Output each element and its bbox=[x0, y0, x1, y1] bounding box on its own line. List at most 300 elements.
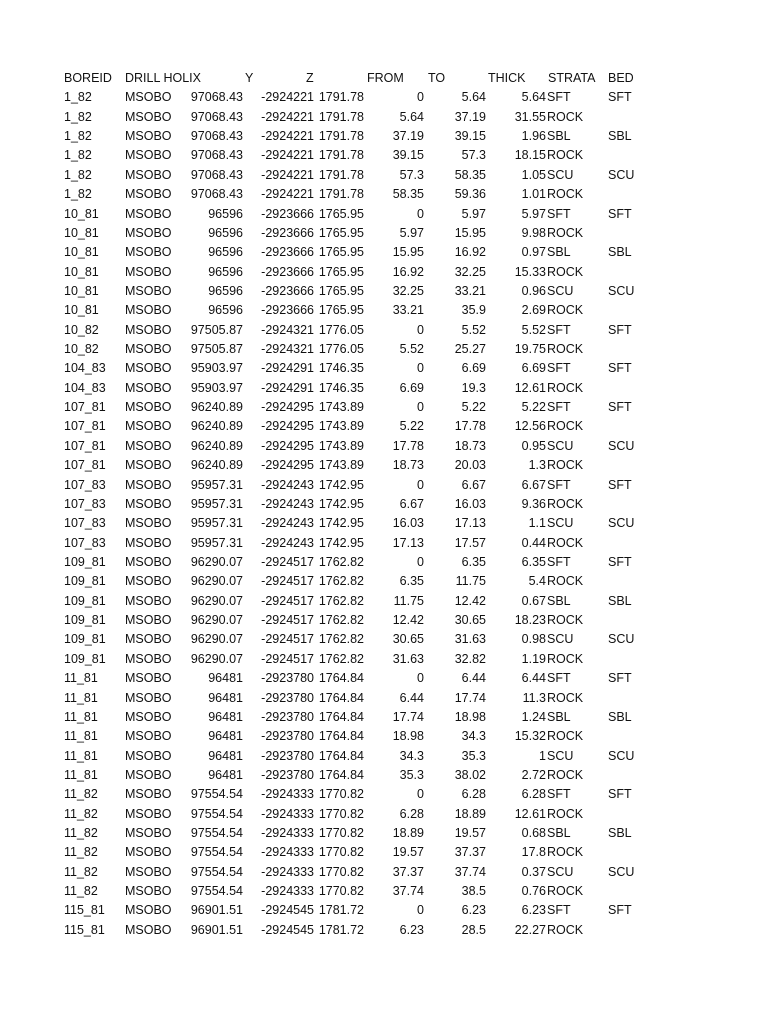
cell-strata[interactable]: SCU bbox=[547, 283, 574, 298]
cell-x[interactable]: 96290.07 bbox=[190, 554, 243, 569]
cell-drill-holix[interactable]: MSOBO bbox=[125, 361, 172, 376]
cell-x[interactable]: 96240.89 bbox=[190, 438, 243, 453]
cell-drill-holix[interactable]: MSOBO bbox=[125, 516, 172, 531]
cell-y[interactable]: -2924243 bbox=[261, 535, 314, 550]
cell-thick[interactable]: 18.23 bbox=[514, 613, 546, 628]
cell-to[interactable]: 37.19 bbox=[454, 109, 486, 124]
cell-boreid[interactable]: 104_83 bbox=[64, 361, 106, 376]
cell-drill-holix[interactable]: MSOBO bbox=[125, 826, 172, 841]
cell-y[interactable]: -2924333 bbox=[261, 845, 314, 860]
cell-boreid[interactable]: 107_81 bbox=[64, 438, 106, 453]
cell-to[interactable]: 16.03 bbox=[454, 496, 486, 511]
cell-thick[interactable]: 12.61 bbox=[514, 806, 546, 821]
cell-x[interactable]: 97505.87 bbox=[190, 322, 243, 337]
cell-to[interactable]: 18.73 bbox=[454, 438, 486, 453]
cell-from[interactable]: 15.95 bbox=[392, 245, 424, 260]
cell-to[interactable]: 25.27 bbox=[454, 342, 486, 357]
cell-z[interactable]: 1781.72 bbox=[318, 922, 364, 937]
cell-bed[interactable]: SFT bbox=[608, 554, 632, 569]
cell-y[interactable]: -2924517 bbox=[261, 632, 314, 647]
cell-drill-holix[interactable]: MSOBO bbox=[125, 225, 172, 240]
cell-thick[interactable]: 19.75 bbox=[514, 342, 546, 357]
cell-z[interactable]: 1770.82 bbox=[318, 826, 364, 841]
cell-x[interactable]: 95903.97 bbox=[190, 361, 243, 376]
cell-drill-holix[interactable]: MSOBO bbox=[125, 419, 172, 434]
cell-thick[interactable]: 1.3 bbox=[528, 458, 546, 473]
cell-bed[interactable]: SFT bbox=[608, 322, 632, 337]
cell-strata[interactable]: ROCK bbox=[547, 651, 584, 666]
cell-y[interactable]: -2924243 bbox=[261, 477, 314, 492]
cell-from[interactable]: 0 bbox=[417, 361, 424, 376]
cell-from[interactable]: 6.28 bbox=[399, 806, 424, 821]
cell-bed[interactable]: SFT bbox=[608, 361, 632, 376]
cell-to[interactable]: 6.35 bbox=[461, 554, 486, 569]
cell-drill-holix[interactable]: MSOBO bbox=[125, 245, 172, 260]
cell-drill-holix[interactable]: MSOBO bbox=[125, 496, 172, 511]
cell-x[interactable]: 96290.07 bbox=[190, 593, 243, 608]
cell-z[interactable]: 1764.84 bbox=[318, 748, 364, 763]
cell-x[interactable]: 97554.54 bbox=[190, 826, 243, 841]
cell-x[interactable]: 96596 bbox=[208, 264, 243, 279]
cell-from[interactable]: 18.73 bbox=[392, 458, 424, 473]
cell-z[interactable]: 1762.82 bbox=[318, 554, 364, 569]
cell-boreid[interactable]: 107_83 bbox=[64, 516, 106, 531]
cell-bed[interactable]: SBL bbox=[608, 245, 632, 260]
cell-y[interactable]: -2924243 bbox=[261, 516, 314, 531]
cell-x[interactable]: 96290.07 bbox=[190, 574, 243, 589]
cell-boreid[interactable]: 109_81 bbox=[64, 593, 106, 608]
cell-y[interactable]: -2923666 bbox=[261, 264, 314, 279]
cell-to[interactable]: 37.37 bbox=[454, 845, 486, 860]
cell-thick[interactable]: 2.72 bbox=[521, 767, 546, 782]
cell-bed[interactable]: SCU bbox=[608, 438, 635, 453]
cell-thick[interactable]: 1.1 bbox=[528, 516, 546, 531]
cell-bed[interactable]: SBL bbox=[608, 709, 632, 724]
cell-x[interactable]: 96596 bbox=[208, 283, 243, 298]
cell-to[interactable]: 6.44 bbox=[461, 671, 486, 686]
cell-strata[interactable]: ROCK bbox=[547, 187, 584, 202]
cell-from[interactable]: 0 bbox=[417, 90, 424, 105]
cell-from[interactable]: 6.35 bbox=[399, 574, 424, 589]
cell-strata[interactable]: SBL bbox=[547, 129, 571, 144]
cell-z[interactable]: 1746.35 bbox=[318, 361, 364, 376]
cell-strata[interactable]: SCU bbox=[547, 438, 574, 453]
cell-y[interactable]: -2924517 bbox=[261, 554, 314, 569]
cell-strata[interactable]: SFT bbox=[547, 671, 571, 686]
cell-boreid[interactable]: 10_81 bbox=[64, 225, 99, 240]
cell-x[interactable]: 96240.89 bbox=[190, 458, 243, 473]
cell-boreid[interactable]: 11_82 bbox=[64, 884, 98, 899]
cell-from[interactable]: 5.64 bbox=[399, 109, 424, 124]
cell-x[interactable]: 97554.54 bbox=[190, 864, 243, 879]
cell-thick[interactable]: 6.44 bbox=[521, 671, 546, 686]
cell-boreid[interactable]: 109_81 bbox=[64, 554, 106, 569]
cell-y[interactable]: -2923666 bbox=[261, 283, 314, 298]
cell-strata[interactable]: ROCK bbox=[547, 806, 584, 821]
cell-strata[interactable]: SFT bbox=[547, 206, 571, 221]
cell-thick[interactable]: 9.36 bbox=[521, 496, 546, 511]
cell-bed[interactable]: SFT bbox=[608, 90, 632, 105]
cell-to[interactable]: 38.5 bbox=[461, 884, 486, 899]
cell-to[interactable]: 11.75 bbox=[455, 574, 486, 589]
cell-y[interactable]: -2923666 bbox=[261, 245, 314, 260]
cell-thick[interactable]: 0.96 bbox=[521, 283, 546, 298]
cell-boreid[interactable]: 109_81 bbox=[64, 651, 106, 666]
cell-boreid[interactable]: 11_82 bbox=[64, 787, 98, 802]
cell-boreid[interactable]: 1_82 bbox=[64, 187, 92, 202]
cell-from[interactable]: 16.03 bbox=[392, 516, 424, 531]
cell-strata[interactable]: SCU bbox=[547, 632, 574, 647]
cell-bed[interactable]: SBL bbox=[608, 826, 632, 841]
cell-y[interactable]: -2924221 bbox=[261, 167, 314, 182]
cell-strata[interactable]: ROCK bbox=[547, 419, 584, 434]
cell-drill-holix[interactable]: MSOBO bbox=[125, 90, 172, 105]
cell-strata[interactable]: ROCK bbox=[547, 380, 584, 395]
cell-x[interactable]: 96596 bbox=[208, 225, 243, 240]
cell-strata[interactable]: ROCK bbox=[547, 922, 584, 937]
cell-y[interactable]: -2924333 bbox=[261, 787, 314, 802]
cell-strata[interactable]: SFT bbox=[547, 477, 571, 492]
cell-to[interactable]: 5.64 bbox=[461, 90, 486, 105]
cell-bed[interactable]: SFT bbox=[608, 671, 632, 686]
cell-z[interactable]: 1743.89 bbox=[318, 438, 364, 453]
cell-x[interactable]: 97068.43 bbox=[190, 129, 243, 144]
cell-drill-holix[interactable]: MSOBO bbox=[125, 342, 172, 357]
cell-drill-holix[interactable]: MSOBO bbox=[125, 322, 172, 337]
cell-bed[interactable]: SFT bbox=[608, 400, 632, 415]
cell-x[interactable]: 96596 bbox=[208, 245, 243, 260]
cell-to[interactable]: 17.57 bbox=[454, 535, 486, 550]
cell-z[interactable]: 1742.95 bbox=[318, 477, 364, 492]
cell-strata[interactable]: ROCK bbox=[547, 303, 584, 318]
cell-z[interactable]: 1791.78 bbox=[318, 109, 364, 124]
cell-drill-holix[interactable]: MSOBO bbox=[125, 690, 172, 705]
cell-to[interactable]: 38.02 bbox=[454, 767, 486, 782]
cell-drill-holix[interactable]: MSOBO bbox=[125, 148, 172, 163]
cell-z[interactable]: 1770.82 bbox=[318, 806, 364, 821]
cell-x[interactable]: 97554.54 bbox=[190, 884, 243, 899]
cell-to[interactable]: 5.52 bbox=[461, 322, 486, 337]
cell-from[interactable]: 17.74 bbox=[392, 709, 424, 724]
cell-x[interactable]: 96481 bbox=[208, 767, 243, 782]
cell-boreid[interactable]: 11_81 bbox=[64, 748, 98, 763]
cell-bed[interactable]: SCU bbox=[608, 864, 635, 879]
cell-boreid[interactable]: 107_81 bbox=[64, 458, 106, 473]
cell-bed[interactable]: SCU bbox=[608, 748, 635, 763]
cell-z[interactable]: 1791.78 bbox=[318, 148, 364, 163]
cell-from[interactable]: 0 bbox=[417, 787, 424, 802]
cell-x[interactable]: 95957.31 bbox=[190, 535, 243, 550]
cell-boreid[interactable]: 115_81 bbox=[64, 903, 105, 918]
cell-strata[interactable]: ROCK bbox=[547, 574, 584, 589]
cell-y[interactable]: -2924333 bbox=[261, 864, 314, 879]
cell-boreid[interactable]: 11_81 bbox=[64, 690, 98, 705]
cell-from[interactable]: 5.22 bbox=[399, 419, 424, 434]
cell-boreid[interactable]: 1_82 bbox=[64, 167, 92, 182]
cell-x[interactable]: 97554.54 bbox=[190, 845, 243, 860]
cell-strata[interactable]: ROCK bbox=[547, 690, 584, 705]
cell-boreid[interactable]: 11_82 bbox=[64, 806, 98, 821]
cell-strata[interactable]: SBL bbox=[547, 245, 571, 260]
cell-from[interactable]: 18.89 bbox=[392, 826, 424, 841]
cell-thick[interactable]: 0.98 bbox=[521, 632, 546, 647]
cell-drill-holix[interactable]: MSOBO bbox=[125, 709, 172, 724]
cell-to[interactable]: 57.3 bbox=[461, 148, 486, 163]
cell-boreid[interactable]: 11_82 bbox=[64, 826, 98, 841]
cell-from[interactable]: 0 bbox=[417, 206, 424, 221]
cell-y[interactable]: -2923666 bbox=[261, 303, 314, 318]
cell-y[interactable]: -2924517 bbox=[261, 613, 314, 628]
cell-drill-holix[interactable]: MSOBO bbox=[125, 806, 172, 821]
cell-to[interactable]: 31.63 bbox=[454, 632, 486, 647]
cell-z[interactable]: 1765.95 bbox=[318, 206, 364, 221]
cell-drill-holix[interactable]: MSOBO bbox=[125, 167, 172, 182]
cell-from[interactable]: 6.44 bbox=[399, 690, 424, 705]
cell-bed[interactable]: SFT bbox=[608, 787, 632, 802]
cell-boreid[interactable]: 109_81 bbox=[64, 632, 106, 647]
cell-y[interactable]: -2924517 bbox=[261, 651, 314, 666]
cell-thick[interactable]: 1 bbox=[539, 748, 546, 763]
cell-boreid[interactable]: 1_82 bbox=[64, 90, 92, 105]
cell-x[interactable]: 96240.89 bbox=[190, 400, 243, 415]
cell-boreid[interactable]: 10_82 bbox=[64, 342, 99, 357]
cell-from[interactable]: 33.21 bbox=[392, 303, 424, 318]
cell-from[interactable]: 16.92 bbox=[392, 264, 424, 279]
cell-from[interactable]: 11.75 bbox=[393, 593, 424, 608]
cell-to[interactable]: 18.98 bbox=[454, 709, 486, 724]
cell-x[interactable]: 97068.43 bbox=[190, 167, 243, 182]
header-y[interactable]: Y bbox=[245, 71, 254, 85]
cell-z[interactable]: 1765.95 bbox=[318, 303, 364, 318]
cell-y[interactable]: -2924221 bbox=[261, 90, 314, 105]
cell-bed[interactable]: SCU bbox=[608, 167, 635, 182]
cell-thick[interactable]: 5.52 bbox=[521, 322, 546, 337]
cell-thick[interactable]: 0.44 bbox=[521, 535, 546, 550]
cell-from[interactable]: 0 bbox=[417, 903, 424, 918]
cell-to[interactable]: 6.28 bbox=[461, 787, 486, 802]
cell-x[interactable]: 96481 bbox=[208, 671, 243, 686]
cell-boreid[interactable]: 10_81 bbox=[64, 264, 99, 279]
cell-from[interactable]: 17.78 bbox=[392, 438, 424, 453]
cell-drill-holix[interactable]: MSOBO bbox=[125, 554, 172, 569]
cell-z[interactable]: 1776.05 bbox=[318, 342, 364, 357]
cell-from[interactable]: 37.74 bbox=[392, 884, 424, 899]
header-drill-holix[interactable]: DRILL HOLIX bbox=[125, 71, 201, 85]
cell-x[interactable]: 96481 bbox=[208, 748, 243, 763]
cell-from[interactable]: 39.15 bbox=[392, 148, 424, 163]
cell-y[interactable]: -2923780 bbox=[261, 748, 314, 763]
cell-bed[interactable]: SFT bbox=[608, 903, 632, 918]
cell-bed[interactable]: SCU bbox=[608, 283, 635, 298]
cell-y[interactable]: -2923780 bbox=[261, 671, 314, 686]
cell-x[interactable]: 96901.51 bbox=[190, 922, 243, 937]
cell-boreid[interactable]: 10_81 bbox=[64, 206, 99, 221]
cell-from[interactable]: 0 bbox=[417, 554, 424, 569]
cell-thick[interactable]: 12.56 bbox=[514, 419, 546, 434]
cell-to[interactable]: 59.36 bbox=[454, 187, 486, 202]
cell-y[interactable]: -2924221 bbox=[261, 129, 314, 144]
cell-y[interactable]: -2924333 bbox=[261, 884, 314, 899]
cell-strata[interactable]: ROCK bbox=[547, 613, 584, 628]
header-z[interactable]: Z bbox=[306, 71, 314, 85]
cell-from[interactable]: 12.42 bbox=[392, 613, 424, 628]
cell-z[interactable]: 1764.84 bbox=[318, 690, 364, 705]
cell-to[interactable]: 5.22 bbox=[461, 400, 486, 415]
cell-x[interactable]: 95903.97 bbox=[190, 380, 243, 395]
cell-to[interactable]: 15.95 bbox=[454, 225, 486, 240]
cell-from[interactable]: 6.69 bbox=[399, 380, 424, 395]
cell-z[interactable]: 1762.82 bbox=[318, 574, 364, 589]
cell-y[interactable]: -2924291 bbox=[261, 380, 314, 395]
cell-thick[interactable]: 0.97 bbox=[521, 245, 546, 260]
cell-thick[interactable]: 0.95 bbox=[521, 438, 546, 453]
cell-drill-holix[interactable]: MSOBO bbox=[125, 438, 172, 453]
cell-boreid[interactable]: 1_82 bbox=[64, 129, 92, 144]
cell-strata[interactable]: SCU bbox=[547, 516, 574, 531]
cell-from[interactable]: 17.13 bbox=[392, 535, 424, 550]
cell-drill-holix[interactable]: MSOBO bbox=[125, 129, 172, 144]
cell-from[interactable]: 31.63 bbox=[392, 651, 424, 666]
cell-x[interactable]: 95957.31 bbox=[190, 477, 243, 492]
cell-bed[interactable]: SFT bbox=[608, 477, 632, 492]
cell-drill-holix[interactable]: MSOBO bbox=[125, 613, 172, 628]
cell-y[interactable]: -2923780 bbox=[261, 709, 314, 724]
cell-strata[interactable]: SBL bbox=[547, 826, 571, 841]
cell-z[interactable]: 1743.89 bbox=[318, 458, 364, 473]
cell-x[interactable]: 97554.54 bbox=[190, 787, 243, 802]
cell-thick[interactable]: 6.69 bbox=[521, 361, 546, 376]
cell-strata[interactable]: ROCK bbox=[547, 225, 584, 240]
header-strata[interactable]: STRATA bbox=[548, 71, 596, 85]
cell-drill-holix[interactable]: MSOBO bbox=[125, 632, 172, 647]
cell-drill-holix[interactable]: MSOBO bbox=[125, 458, 172, 473]
cell-strata[interactable]: ROCK bbox=[547, 342, 584, 357]
cell-boreid[interactable]: 107_83 bbox=[64, 477, 106, 492]
cell-drill-holix[interactable]: MSOBO bbox=[125, 109, 172, 124]
cell-strata[interactable]: ROCK bbox=[547, 845, 584, 860]
cell-drill-holix[interactable]: MSOBO bbox=[125, 593, 172, 608]
cell-drill-holix[interactable]: MSOBO bbox=[125, 767, 172, 782]
cell-from[interactable]: 0 bbox=[417, 671, 424, 686]
cell-z[interactable]: 1791.78 bbox=[318, 90, 364, 105]
cell-from[interactable]: 58.35 bbox=[392, 187, 424, 202]
cell-drill-holix[interactable]: MSOBO bbox=[125, 187, 172, 202]
cell-thick[interactable]: 1.05 bbox=[521, 167, 546, 182]
cell-y[interactable]: -2924291 bbox=[261, 361, 314, 376]
cell-boreid[interactable]: 109_81 bbox=[64, 574, 106, 589]
cell-z[interactable]: 1762.82 bbox=[318, 593, 364, 608]
cell-z[interactable]: 1764.84 bbox=[318, 767, 364, 782]
cell-thick[interactable]: 0.76 bbox=[521, 884, 546, 899]
cell-to[interactable]: 37.74 bbox=[454, 864, 486, 879]
cell-thick[interactable]: 1.24 bbox=[521, 709, 546, 724]
cell-y[interactable]: -2924221 bbox=[261, 109, 314, 124]
cell-to[interactable]: 19.57 bbox=[454, 826, 486, 841]
cell-z[interactable]: 1770.82 bbox=[318, 864, 364, 879]
cell-boreid[interactable]: 109_81 bbox=[64, 613, 106, 628]
cell-y[interactable]: -2924321 bbox=[261, 342, 314, 357]
cell-thick[interactable]: 11.3 bbox=[522, 690, 546, 705]
cell-thick[interactable]: 22.27 bbox=[514, 922, 546, 937]
cell-strata[interactable]: SFT bbox=[547, 400, 571, 415]
cell-z[interactable]: 1764.84 bbox=[318, 729, 364, 744]
cell-z[interactable]: 1762.82 bbox=[318, 651, 364, 666]
cell-y[interactable]: -2923666 bbox=[261, 225, 314, 240]
cell-bed[interactable]: SBL bbox=[608, 129, 632, 144]
cell-drill-holix[interactable]: MSOBO bbox=[125, 903, 172, 918]
cell-thick[interactable]: 5.97 bbox=[521, 206, 546, 221]
cell-from[interactable]: 37.37 bbox=[392, 864, 424, 879]
cell-boreid[interactable]: 107_83 bbox=[64, 535, 106, 550]
cell-to[interactable]: 6.69 bbox=[461, 361, 486, 376]
cell-thick[interactable]: 2.69 bbox=[521, 303, 546, 318]
cell-x[interactable]: 95957.31 bbox=[190, 516, 243, 531]
cell-z[interactable]: 1791.78 bbox=[318, 129, 364, 144]
cell-boreid[interactable]: 107_83 bbox=[64, 496, 106, 511]
cell-y[interactable]: -2924221 bbox=[261, 187, 314, 202]
cell-strata[interactable]: ROCK bbox=[547, 458, 584, 473]
cell-x[interactable]: 97554.54 bbox=[190, 806, 243, 821]
cell-to[interactable]: 17.13 bbox=[454, 516, 486, 531]
cell-strata[interactable]: SBL bbox=[547, 593, 571, 608]
cell-boreid[interactable]: 11_81 bbox=[64, 709, 98, 724]
cell-y[interactable]: -2924221 bbox=[261, 148, 314, 163]
cell-boreid[interactable]: 11_82 bbox=[64, 864, 98, 879]
cell-x[interactable]: 96481 bbox=[208, 709, 243, 724]
cell-from[interactable]: 19.57 bbox=[392, 845, 424, 860]
cell-drill-holix[interactable]: MSOBO bbox=[125, 535, 172, 550]
cell-y[interactable]: -2923666 bbox=[261, 206, 314, 221]
cell-z[interactable]: 1762.82 bbox=[318, 632, 364, 647]
cell-x[interactable]: 97068.43 bbox=[190, 148, 243, 163]
cell-boreid[interactable]: 1_82 bbox=[64, 148, 92, 163]
cell-z[interactable]: 1770.82 bbox=[318, 787, 364, 802]
cell-to[interactable]: 39.15 bbox=[454, 129, 486, 144]
cell-y[interactable]: -2924333 bbox=[261, 806, 314, 821]
cell-drill-holix[interactable]: MSOBO bbox=[125, 477, 172, 492]
cell-bed[interactable]: SFT bbox=[608, 206, 632, 221]
cell-z[interactable]: 1791.78 bbox=[318, 167, 364, 182]
cell-z[interactable]: 1742.95 bbox=[318, 496, 364, 511]
cell-strata[interactable]: ROCK bbox=[547, 729, 584, 744]
cell-drill-holix[interactable]: MSOBO bbox=[125, 922, 172, 937]
cell-z[interactable]: 1765.95 bbox=[318, 283, 364, 298]
cell-y[interactable]: -2924295 bbox=[261, 419, 314, 434]
cell-x[interactable]: 97068.43 bbox=[190, 90, 243, 105]
cell-thick[interactable]: 1.96 bbox=[521, 129, 546, 144]
cell-from[interactable]: 30.65 bbox=[392, 632, 424, 647]
cell-thick[interactable]: 0.37 bbox=[521, 864, 546, 879]
cell-boreid[interactable]: 11_81 bbox=[64, 767, 98, 782]
cell-thick[interactable]: 6.67 bbox=[521, 477, 546, 492]
cell-boreid[interactable]: 10_82 bbox=[64, 322, 99, 337]
cell-to[interactable]: 58.35 bbox=[454, 167, 486, 182]
cell-to[interactable]: 6.67 bbox=[461, 477, 486, 492]
cell-boreid[interactable]: 107_81 bbox=[64, 400, 106, 415]
cell-z[interactable]: 1770.82 bbox=[318, 884, 364, 899]
cell-x[interactable]: 96481 bbox=[208, 729, 243, 744]
cell-drill-holix[interactable]: MSOBO bbox=[125, 651, 172, 666]
cell-thick[interactable]: 9.98 bbox=[521, 225, 546, 240]
cell-strata[interactable]: SCU bbox=[547, 167, 574, 182]
cell-boreid[interactable]: 104_83 bbox=[64, 380, 106, 395]
cell-x[interactable]: 96481 bbox=[208, 690, 243, 705]
cell-x[interactable]: 96596 bbox=[208, 206, 243, 221]
cell-thick[interactable]: 6.28 bbox=[521, 787, 546, 802]
cell-thick[interactable]: 17.8 bbox=[521, 845, 546, 860]
cell-z[interactable]: 1765.95 bbox=[318, 245, 364, 260]
cell-z[interactable]: 1770.82 bbox=[318, 845, 364, 860]
